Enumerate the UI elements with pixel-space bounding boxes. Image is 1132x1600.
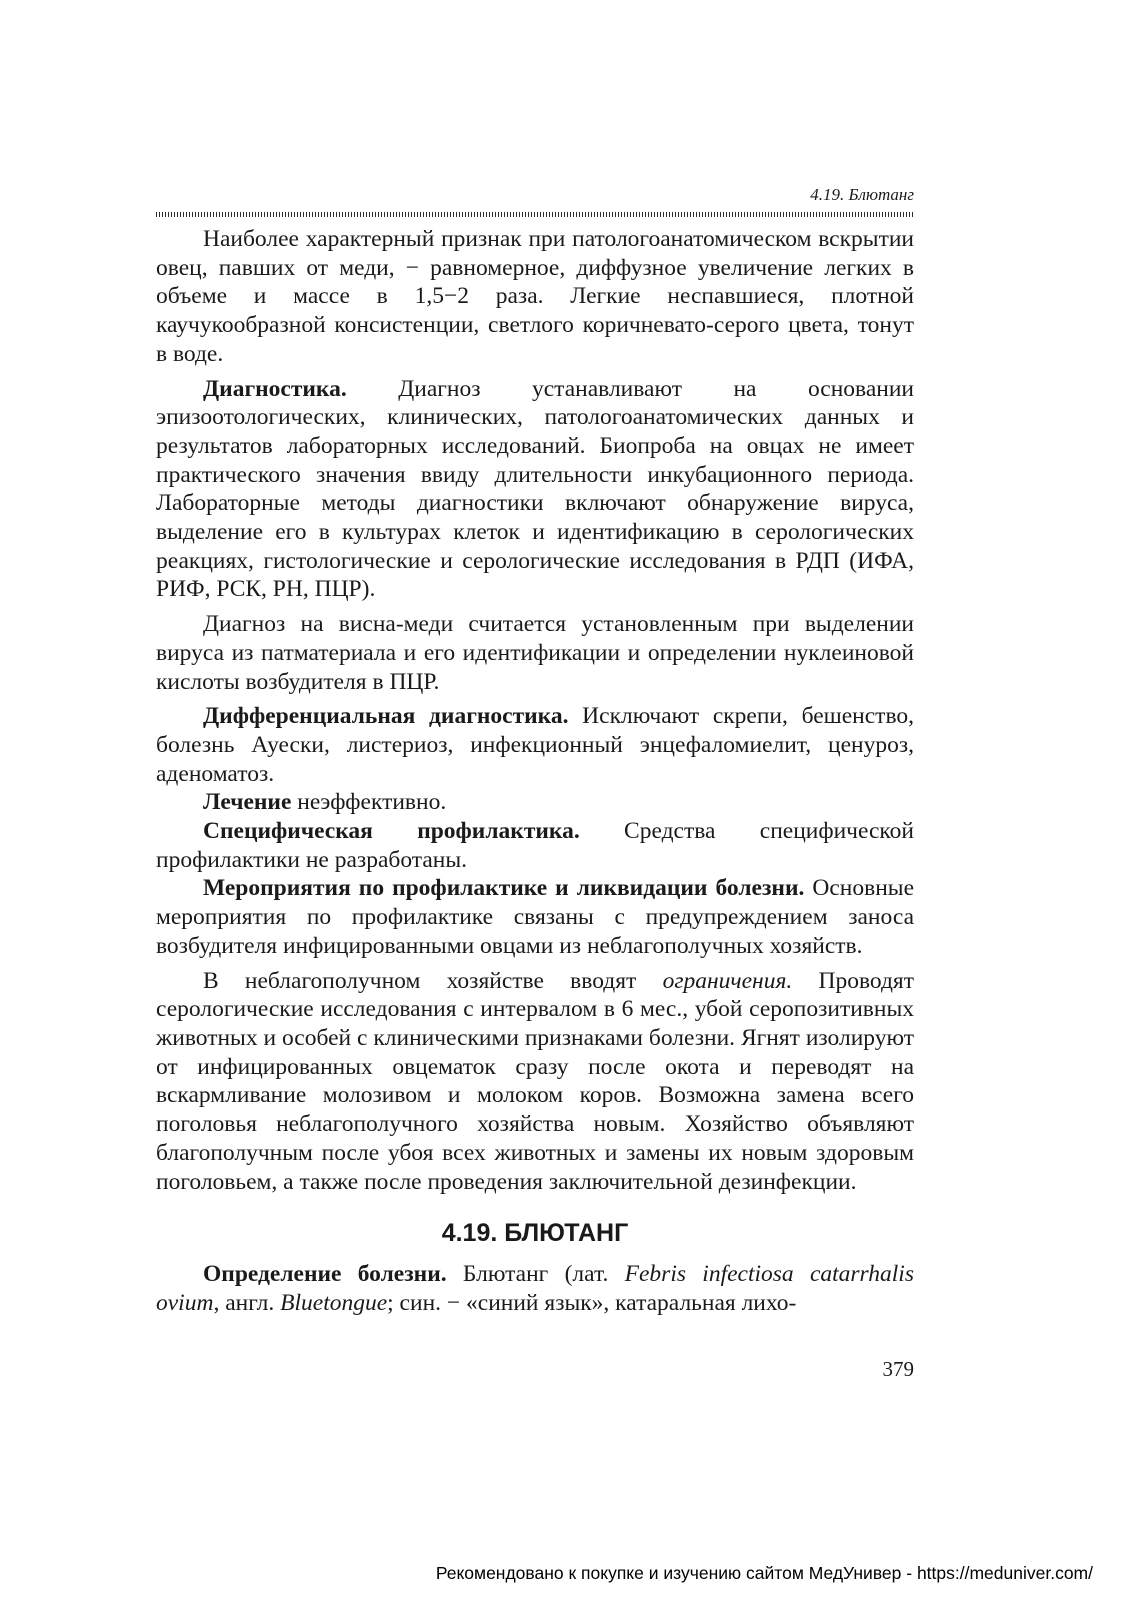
bold-run: Диагностика.	[203, 375, 347, 402]
paragraph-definition	[156, 1260, 914, 1317]
text-run: В неблагополучном хозяйстве вводят	[203, 967, 663, 994]
bold-run: Дифференциальная диагностика.	[203, 703, 569, 730]
bold-run: Специфическая профилактика.	[203, 818, 580, 845]
text-run: Диагноз устанавливают на основании эпизоотологических, клинических, патологоанатомических данных и результатов лабораторных исследований. Биопроба на овцах не имеет практического значения ввиду длительности инкубационного периода. Лабораторные методы диагностики включают обнаружение вируса, выделение его в культурах клеток и идентификацию в серологических реакциях, гистологические и серологические исследования в РДП (ИФА, РИФ, РСК, РН, ПЦР).	[156, 375, 914, 603]
text-run: Диагноз на висна-меди считается установленным при выделении вируса из патматериала и его идентификации и определении нуклеиновой кислоты возбудителя в ПЦР.	[156, 611, 914, 695]
header-rule	[156, 212, 914, 217]
text-run: Исключают скрепи, бешенство, болезнь Ауески, листериоз, инфекционный энцефаломиелит, ценуроз, аденоматоз.	[156, 703, 915, 787]
paragraph-specific-prophylaxis	[156, 817, 914, 874]
text-run: ; син. − «синий язык», катаральная лихо-	[387, 1289, 797, 1316]
text-run: Средства специфической профилактики не разработаны.	[156, 818, 914, 873]
paragraph-diagnosis-confirmation	[156, 610, 914, 696]
page-number: 379	[882, 1357, 914, 1381]
italic-run: Febris infectiosa catarrhalis ovium	[156, 1261, 914, 1316]
text-run: Блютанг (лат.	[446, 1261, 625, 1288]
paragraph-differential-diagnostics	[156, 702, 914, 788]
paragraph-treatment	[156, 788, 914, 817]
paragraph-control-measures	[156, 874, 914, 960]
paragraph-autopsy	[156, 225, 914, 369]
text-run: Основные мероприятия по профилактике связаны с предупреждением заноса возбудителя инфицированными овцами из неблагополучных хозяйств.	[156, 875, 914, 959]
text-run: Наиболее характерный признак при патологоанатомическом вскрытии овец, павших от меди, − равномерное, диффузное увеличение легких в объеме и массе в 1,5−2 раза. Легкие неспавшиеся, плотной каучукообразной консистенции, светлого коричневато-серого цвета, тонут в воде.	[156, 226, 914, 367]
body-text	[156, 225, 914, 1318]
text-run: , англ.	[213, 1289, 281, 1316]
bold-run: Мероприятия по профилактике и ликвидации болезни.	[203, 875, 805, 902]
italic-run: ограничения.	[662, 967, 793, 994]
bold-run: Определение болезни.	[203, 1261, 447, 1288]
section-title: 4.19. БЛЮТАНГ	[441, 1219, 629, 1248]
footer-recommendation: Рекомендовано к покупке и изучению сайтом МедУнивер - https://meduniver.com/	[435, 1563, 1093, 1583]
text-run: Проводят серологические исследования с интервалом в 6 мес., убой серопозитивных животных и особей с клиническими признаками болезни. Ягнят изолируют от инфицированных овцематок сразу после окота и переводят на вскармливание молозивом и молоком коров. Возможна замена всего поголовья неблагополучного хозяйства новым. Хозяйство объявляют благополучным после убоя всех животных и замены их новым здоровым поголовьем, а также после проведения заключительной дезинфекции.	[156, 967, 915, 1195]
bold-run: Лечение	[203, 789, 292, 816]
running-head: 4.19. Блютанг	[810, 185, 914, 204]
text-run: неэффективно.	[291, 789, 447, 816]
italic-run: Bluetongue	[280, 1289, 388, 1316]
paragraph-diagnostics	[156, 375, 914, 605]
paragraph-restrictions	[156, 967, 914, 1197]
